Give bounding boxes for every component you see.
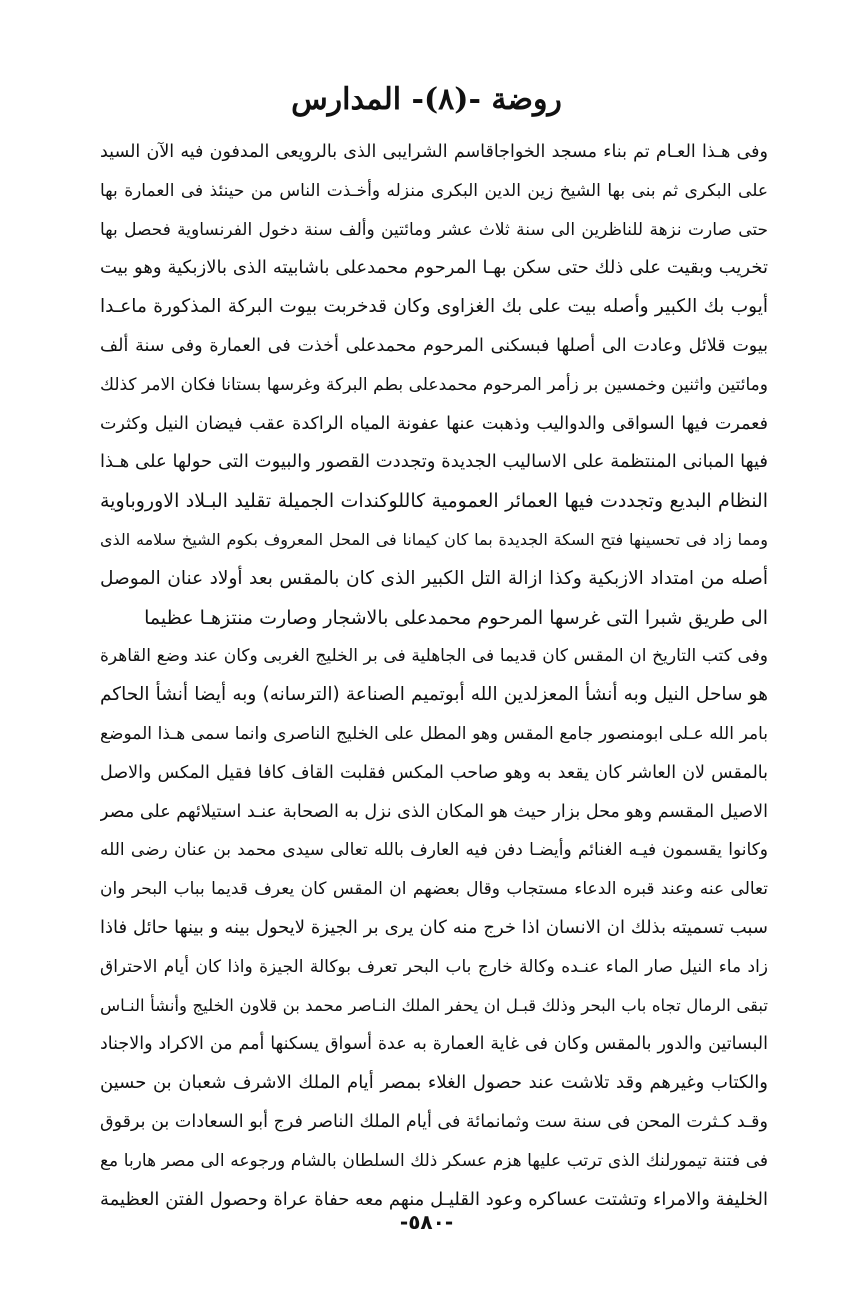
text-line: زاد ماء النيل صار الماء عنـده وكالة خارج باب البحر تعرف بوكالة الجيزة واذا كان أيام الاحتراق xyxy=(100,956,768,977)
text-line: أصله من امتداد الازبكية وكذا ازالة التل الكبير الذى كان بالمقس بعد أولاد عنان الموصل xyxy=(100,567,768,589)
text-line: هو ساحل النيل وبه أنشأ المعزلدين الله أبوتميم الصناعة (الترسانه) وبه أيضا أنشأ الحاكم xyxy=(100,684,768,706)
text-line: وفى كتب التاريخ ان المقس كان قديما فى الجاهلية فى بر الخليج الغربى وكان عند وضع القاهرة xyxy=(100,646,768,667)
text-line: أيوب بك الكبير وأصله بيت على بك الغزاوى وكان قدخربت بيوت البركة المذكورة ماعـدا xyxy=(100,296,768,318)
text-line: على البكرى ثم بنى بها الشيخ زين الدين البكرى منزله وأخـذت الناس من حينئذ فى العمارة بها xyxy=(100,180,768,201)
running-head: روضة -(٨)- المدارس xyxy=(291,82,562,117)
text-line: والكتاب وغيرهم وقد تلاشت عند حصول الغلاء بمصر أيام الملك الاشرف شعبان بن حسين xyxy=(100,1072,768,1094)
text-line: بالمقس لان العاشر كان يقعد به وهو صاحب المكس فقلبت القاف كافا فقيل المكس والاصل xyxy=(100,762,768,783)
page-number: -٥٨٠- xyxy=(399,1210,454,1234)
text-line: الخليفة والامراء وتشتت عساكره وعود القليـل منهم معه حفاة عراة وحصول الفتن العظيمة xyxy=(100,1188,768,1210)
text-line: وفى هـذا العـام تم بناء مسجد الخواجاقاسم الشرايبى الذى بالرويعى المدفون فيه الآن السيد xyxy=(100,142,768,162)
text-line: ومما زاد فى تحسينها فتح السكة الجديدة بما كان كيمانا فى المحل المعروف بكوم الشيخ سلامه الذى xyxy=(100,529,768,549)
text-line: وقـد كـثرت المحن فى سنة ست وثمانمائة فى أيام الملك الناصر فرج أبو السعادات بن برقوق xyxy=(100,1111,768,1132)
text-line: فى فتنة تيمورلنك الذى ترتب عليها هزم عسكر ذلك السلطان بالشام ورجوعه الى مصر هاربا مع xyxy=(100,1150,768,1171)
text-line: وكانوا يقسمون فيـه الغنائم وأيضـا دفن فيه العارف بالله تعالى سيدى محمد بن عنان رضى الله xyxy=(100,840,768,861)
text-line: حتى صارت نزهة للناظرين الى سنة ثلاث عشر ومائتين وألف سنة دخول الفرنساوية فحصل بها xyxy=(100,219,768,240)
text-line: الى طريق شبرا التى غرسها المرحوم محمدعلى بالاشجار وصارت منتزهـا عظيما xyxy=(144,606,768,629)
text-line: تعالى عنه وعند قبره الدعاء مستجاب وقال بعضهم ان المقس كان يعرف قديما بباب البحر وان xyxy=(100,879,768,900)
text-line: الاصيل المقسم وهو محل بزار حيث هو المكان الذى نزل به الصحابة عنـد استيلائهم على مصر xyxy=(100,801,768,822)
text-line: سبب تسميته بذلك ان الانسان اذا خرج منه كان يرى بر الجيزة لايحول بينه و بينها حائل فاذا xyxy=(100,916,768,938)
text-line: بيوت قلائل وعادت الى أصلها فبسكنى المرحوم محمدعلى أخذت فى العمارة وفى سنة ألف xyxy=(100,335,768,356)
text-line: النظام البديع وتجددت فيها العمائر العمومية كاللوكندات الجميلة تقليد البـلاد الاوروباوية xyxy=(100,490,768,513)
paragraph-2 xyxy=(100,637,768,1219)
text-line: تبقى الرمال تجاه باب البحر وذلك قبـل ان يحفر الملك النـاصر محمد بن قلاون الخليج وأنشأ النـاس xyxy=(100,995,768,1015)
text-line: فعمرت فيها السواقى والدواليب وذهبت عنها عفونة المياه الراكدة عقب فيضان النيل وكثرت xyxy=(100,413,768,434)
text-line: بامر الله عـلى ابومنصور جامع المقس وهو المطل على الخليج الناصرى وانما سمى هـذا الموضع xyxy=(100,723,768,744)
text-line: ومائتين واثنين وخمسين بر زأمر المرحوم محمدعلى بطم البركة وغرسها بستانا فكان الامر كذلك xyxy=(100,374,768,395)
text-line: تخريب وبقيت على ذلك حتى سكن بهـا المرحوم محمدعلى باشابيته الذى بالازبكية وهو بيت xyxy=(100,257,768,279)
body-text xyxy=(100,133,768,1219)
text-line: فيها المبانى المنتظمة على الاساليب الجديدة وتجددت القصور والبيوت التى حولها على هـذا xyxy=(100,451,768,473)
text-line: البساتين والدور بالمقس وكان فى غاية العمارة به عدة أسواق يسكنها أمم من الاكراد والاجناد xyxy=(100,1034,768,1055)
paragraph-1 xyxy=(100,133,768,637)
